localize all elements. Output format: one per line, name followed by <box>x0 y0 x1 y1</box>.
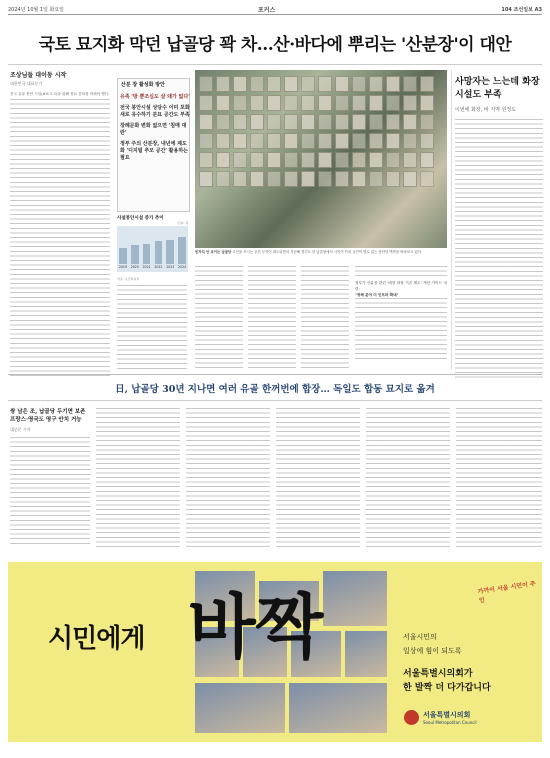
ad-huge-text: 바짝 <box>188 585 324 668</box>
chart-title: 사설봉안시설 증가 추이 <box>117 216 164 221</box>
side-column-body <box>455 119 543 379</box>
col4-bottom-text <box>355 298 447 360</box>
ad-org-name: 서울특별시의회 <box>423 711 471 719</box>
photo-plaque <box>216 133 230 149</box>
sub-headline: 日, 납골당 30년 지나면 여러 유골 한꺼번에 합장… 독일도 합동 묘지로 옮겨 <box>115 384 435 395</box>
photo-plaque <box>233 114 247 130</box>
photo-plaque <box>335 133 349 149</box>
photo-plaque <box>233 76 247 92</box>
photo-plaque <box>301 152 315 168</box>
photo-plaque <box>199 95 213 111</box>
sub-article <box>10 408 90 547</box>
col4-top-text <box>355 266 447 280</box>
chart-x-tick-label: 2024 <box>178 265 187 269</box>
advertisement <box>8 562 542 742</box>
photo-plaque <box>352 171 366 187</box>
photo-plaque <box>318 133 332 149</box>
photo-plaque <box>250 95 264 111</box>
photo-plaque <box>386 152 400 168</box>
photo-below-col-3 <box>301 266 349 370</box>
photo-plaque <box>318 95 332 111</box>
sub-article-col-5 <box>366 408 450 548</box>
left-article-title: 조상님들 대이동 시작 <box>10 72 67 79</box>
photo-plaque <box>318 114 332 130</box>
photo-plaque <box>386 76 400 92</box>
photo-plaque <box>386 95 400 111</box>
photo-plaque <box>403 171 417 187</box>
quote-box-title: 산분 장 활성화 방안 <box>121 82 165 88</box>
photo-plaque <box>318 76 332 92</box>
photo-plaque <box>250 76 264 92</box>
photo-plaque <box>233 152 247 168</box>
sub-article-col-6 <box>456 408 542 548</box>
photo-plaque <box>233 171 247 187</box>
side-column-title: 사망자는 느는데 화장 시설도 부족 <box>455 77 540 100</box>
main-photo <box>195 70 447 248</box>
quote-items <box>120 94 190 162</box>
photo-plaque <box>250 114 264 130</box>
ad-line-1: 서울시민의 <box>403 633 437 641</box>
ad-big-text: 시민에게 <box>48 624 145 654</box>
photo-plaque <box>284 76 298 92</box>
ad-photo <box>194 682 286 734</box>
page-header <box>8 4 542 15</box>
sub-article-col-4 <box>276 408 360 548</box>
photo-plaque <box>403 133 417 149</box>
chart-unit: 단위: 개 <box>177 221 188 225</box>
chart-x-tick-label: 2019 <box>118 265 127 269</box>
photo-plaque <box>352 152 366 168</box>
photo-plaque <box>369 95 383 111</box>
photo-plaque <box>403 114 417 130</box>
bar-chart <box>117 215 188 275</box>
photo-plaque <box>335 114 349 130</box>
chart-x-tick-label: 2022 <box>154 265 163 269</box>
chart-x-tick-label: 2023 <box>166 265 175 269</box>
photo-plaque <box>352 133 366 149</box>
photo-plaque <box>301 114 315 130</box>
photo-plaque <box>216 171 230 187</box>
page-number: 104 조선일보 A3 <box>501 7 542 13</box>
photo-plaque <box>403 152 417 168</box>
chart-plot-area <box>117 226 188 272</box>
ad-photo <box>344 630 388 678</box>
photo-plaque <box>216 95 230 111</box>
photo-caption-bold: 빈자리 안 보이는 납골당 <box>195 250 232 254</box>
photo-plaque <box>335 152 349 168</box>
photo-plaque <box>369 152 383 168</box>
chart-bar <box>119 248 127 264</box>
photo-plaque <box>318 152 332 168</box>
chart-bar <box>166 240 174 264</box>
photo-plaque <box>199 76 213 92</box>
chart-bar <box>131 245 139 264</box>
side-column-sub: 이번에 화장, 바 지역 원정도 <box>455 107 517 113</box>
quote-item-4: 정부 주의 산분장, 내년에 제도화 '디지털 추모 공간' 활용하는 필요 <box>120 141 188 161</box>
photo-plaque <box>301 76 315 92</box>
headline-divider <box>8 64 542 65</box>
chart-x-tick-label: 2020 <box>130 265 139 269</box>
photo-plaque <box>267 152 281 168</box>
photo-plaque <box>284 114 298 130</box>
chart-bar <box>155 241 163 264</box>
sub-article-col-3 <box>186 408 270 548</box>
sub-article-col-1 <box>10 437 90 547</box>
photo-plaque <box>267 95 281 111</box>
section-divider <box>8 374 542 375</box>
ad-org-name-en: Seoul Metropolitan Council <box>423 720 477 725</box>
ad-slogan: 가까이 서울 시민이 주인 <box>477 580 537 605</box>
photo-plaque <box>386 133 400 149</box>
photo-plaque <box>216 76 230 92</box>
photo-caption-text: 고인을 모시는 공간 부족이 대두되면서 지난해 경기도 한 납골당에서 시민이 안치 공간이 별로 없는 봉안당 벽면을 바라보고 있다. <box>232 250 423 254</box>
photo-plaque <box>352 76 366 92</box>
photo-plaque <box>301 95 315 111</box>
side-column <box>455 70 543 379</box>
photo-plaque <box>199 133 213 149</box>
left-article-lead: 전국 유골 봉안 시설(#포크고)을 위해 장묘 문화를 바꿔야 했다. <box>10 92 110 96</box>
ad-line-2: 일상에 힘이 되도록 <box>403 647 462 655</box>
photo-plaque <box>420 76 434 92</box>
side-column-divider <box>451 70 452 370</box>
ad-photo <box>322 570 388 627</box>
photo-plaque <box>335 95 349 111</box>
bottom-pull-2: "정해 분야 더 인프라 확대" <box>355 293 399 297</box>
photo-plaque <box>369 76 383 92</box>
photo-plaque <box>250 133 264 149</box>
photo-plaque <box>216 114 230 130</box>
ad-line-3: 서울특별시의회가 <box>403 669 473 679</box>
photo-plaque <box>352 95 366 111</box>
main-headline: 국토 묘지화 막던 납골당 꽉 차…산·바다에 뿌리는 '산분장'이 대안 <box>38 35 512 55</box>
photo-plaque <box>267 76 281 92</box>
photo-plaque <box>267 133 281 149</box>
photo-plaque <box>318 171 332 187</box>
photo-plaque <box>199 114 213 130</box>
left-article <box>10 70 110 379</box>
photo-plaque <box>369 133 383 149</box>
photo-plaque <box>386 114 400 130</box>
photo-plaque <box>233 133 247 149</box>
photo-plaque <box>250 171 264 187</box>
photo-plaque <box>301 171 315 187</box>
photo-plaque <box>284 95 298 111</box>
photo-plaque <box>284 171 298 187</box>
photo-plaque <box>199 152 213 168</box>
photo-plaque <box>420 171 434 187</box>
sub-article-byline: 대중문 기자 <box>10 427 31 432</box>
photo-plaque <box>250 152 264 168</box>
quote-item-1: 유족 '방 뿐조심도 살 돼가 없다' <box>120 94 190 100</box>
photo-plaque <box>369 114 383 130</box>
bottom-pull-1: 정부가 산분장 관련 '매장 화장 기존 제도' 개선 가이드 마련. <box>355 281 447 291</box>
photo-plaque <box>403 95 417 111</box>
sub-headline-divider <box>8 400 542 401</box>
chart-bar <box>178 237 186 264</box>
photo-plaque <box>335 76 349 92</box>
ad-line-4: 한 발짝 더 다가갑니다 <box>403 683 491 693</box>
ad-photo <box>288 682 388 734</box>
photo-plaque <box>386 171 400 187</box>
photo-plaque <box>284 152 298 168</box>
photo-plaque <box>420 133 434 149</box>
quote-item-2: 전국 봉안시설 상당수 이미 포화 새로 유수하기 분묘 공간도 부족 <box>120 105 190 118</box>
photo-plaque <box>284 133 298 149</box>
chart-bar <box>143 244 151 264</box>
chart-x-tick-label: 2021 <box>142 265 151 269</box>
photo-plaque <box>199 171 213 187</box>
photo-plaque <box>233 95 247 111</box>
photo-below-col-4 <box>355 266 447 360</box>
photo-below-col-2 <box>248 266 296 370</box>
photo-plaque <box>369 171 383 187</box>
photo-plaque <box>267 114 281 130</box>
quote-item-3: 장례문화 변화 없으면 '침매 대란' <box>120 123 187 136</box>
chart-source: 자료: 보건복지부 <box>117 277 140 281</box>
photo-plaque <box>403 76 417 92</box>
left-article-byline: 대한민국 대표문기 <box>10 81 43 86</box>
photo-plaque <box>352 114 366 130</box>
sub-article-title: 쌍 남은 조, 납골당 두기면 보존 프랑스·영국도 영구 안치 거능 <box>10 409 86 423</box>
sub-article-col-2 <box>96 408 180 548</box>
issue-date: 2024년 10월 1일 화요일 <box>8 7 65 13</box>
photo-plaque <box>335 171 349 187</box>
mid-left-body <box>117 285 187 370</box>
photo-plaque <box>267 171 281 187</box>
photo-plaque <box>301 133 315 149</box>
photo-below-col-1 <box>195 266 243 370</box>
photo-plaque <box>420 114 434 130</box>
council-seal-icon <box>404 710 419 725</box>
left-article-body <box>10 99 110 379</box>
photo-plaque <box>216 152 230 168</box>
photo-plaque <box>420 95 434 111</box>
photo-plaque <box>420 152 434 168</box>
photo-caption <box>195 250 447 255</box>
section-name: 포커스 <box>258 7 276 14</box>
